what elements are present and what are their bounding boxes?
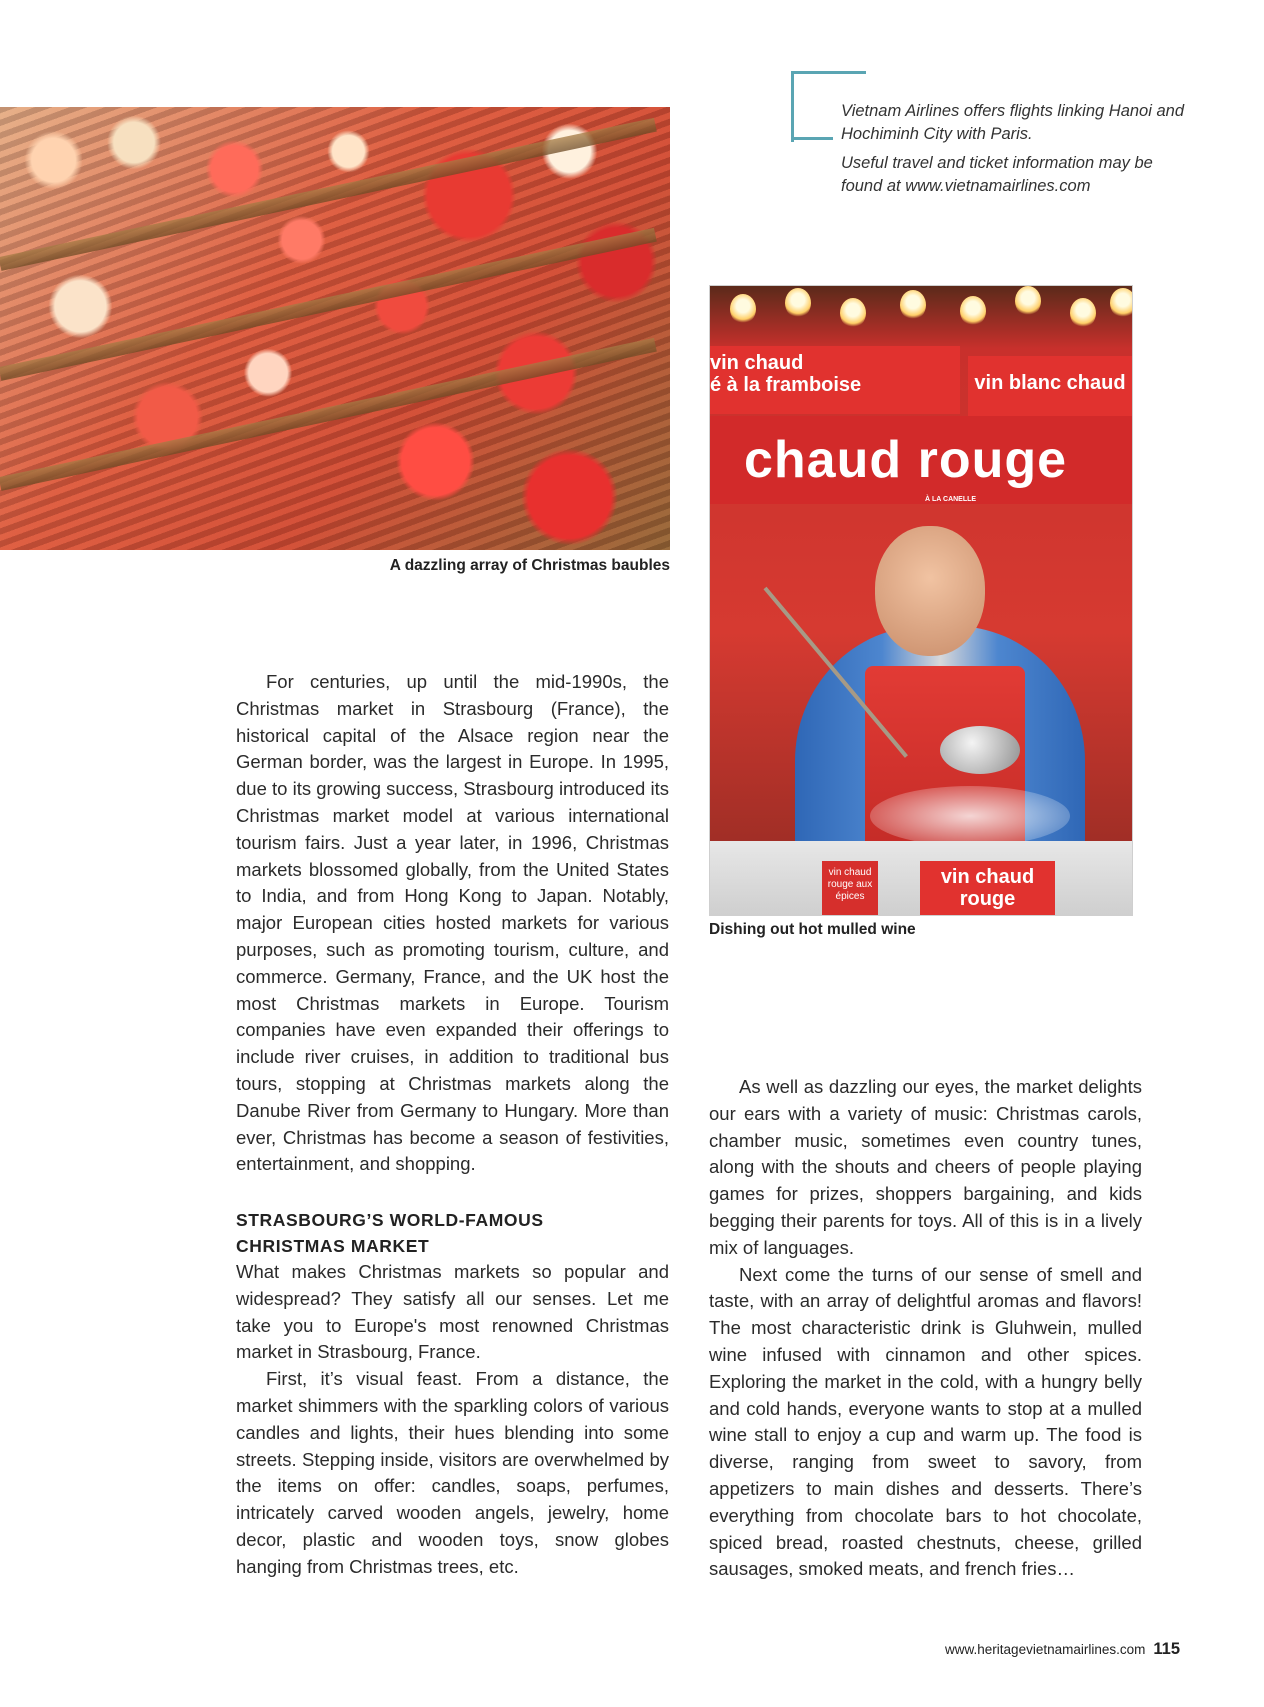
vendor-head	[875, 526, 985, 656]
article-column-left-bottom	[236, 1207, 669, 1581]
article-column-right	[709, 1074, 1142, 1583]
counter-sign-vin-chaud-rouge: vin chaud rouge	[920, 861, 1055, 916]
section-heading	[236, 1207, 669, 1259]
paragraph-history: For centuries, up until the mid-1990s, the Christmas market in Strasbourg (France), the historical capital of the Alsace region near the German border, was the largest in Europe. In 1995, due to its growing success, Strasbourg introduced its Christmas market model at various international tourism fairs. Just a year later, in 1996, Christmas markets blossomed globally, from the United States to India, and from Hong Kong to Japan. Notably, major European cities hosted markets for various purposes, such as promoting tourism, culture, and commerce. Germany, France, and the UK host the most Christmas markets in Europe. Tourism companies have even expanded their offerings to include river cruises, in addition to traditional bus tours, stopping at Christmas markets along the Danube River from Germany to Hungary. More than ever, Christmas has become a season of festivities, entertainment, and shopping.	[236, 671, 669, 1175]
caption-mulled-wine: Dishing out hot mulled wine	[709, 921, 916, 938]
paragraph-music: As well as dazzling our eyes, the market delights our ears with a variety of music: Christmas carols, chamber music, sometimes even country tunes, along with the shouts and cheers of people playing games for prizes, shoppers bargaining, and kids begging their parents for toys. All of this is in a lively mix of languages.	[709, 1076, 1142, 1258]
photo-mulled-wine-vendor	[709, 285, 1133, 916]
info-box-line-website: Useful travel and ticket information may be found at www.vietnamairlines.com	[841, 154, 1153, 195]
footer-website: www.heritagevietnamairlines.com	[945, 1642, 1146, 1657]
info-box	[841, 100, 1191, 204]
photo-christmas-baubles	[0, 107, 670, 550]
counter-sign-small: vin chaud rouge aux épices	[822, 861, 878, 916]
caption-baubles: A dazzling array of Christmas baubles	[389, 557, 670, 574]
paragraph-smell-taste: Next come the turns of our sense of smell and taste, with an array of delightful aromas and flavors! The most characteristic drink is Gluhwein, mulled wine infused with cinnamon and other spices. Exploring the market in the cold, with a hungry belly and cold hands, everyone wants to stop at a mulled wine stall to enjoy a cup and warm up. The food is diverse, ranging from sweet to savory, from appetizers to main dishes and desserts. There’s everything from chocolate bars to hot chocolate, spiced bread, roasted chestnuts, cheese, grilled sausages, smoked meats, and french fries…	[709, 1263, 1142, 1580]
sign-chaud-rouge: chaud rouge	[710, 416, 1132, 504]
section-heading-line: CHRISTMAS MARKET	[236, 1236, 430, 1256]
paragraph-senses-intro: What makes Christmas markets so popular and widespread? They satisfy all our senses. Let me take you to Europe's most renowned Christmas market in Strasbourg, France.	[236, 1261, 669, 1363]
info-box-bracket-foot	[791, 137, 833, 140]
article-column-left-top	[236, 669, 669, 1178]
sign-vin-blanc-chaud: vin blanc chaud	[968, 356, 1132, 442]
section-heading-line: STRASBOURG’S WORLD-FAMOUS	[236, 1210, 544, 1230]
ladle	[940, 726, 1020, 774]
info-box-line-flights: Vietnam Airlines offers flights linking Hanoi and Hochiminh City with Paris.	[841, 102, 1185, 143]
sign-vin-chaud-framboise	[710, 346, 960, 414]
steam	[870, 786, 1070, 846]
page-number: 115	[1153, 1640, 1180, 1658]
paragraph-visual-feast: First, it’s visual feast. From a distance, the market shimmers with the sparkling colors of various candles and lights, their hues blending into some streets. Stepping inside, visitors are overwhelmed by the items on offer: candles, soaps, perfumes, intricately carved wooden angels, jewelry, home decor, plastic and wooden toys, snow globes hanging from Christmas trees, etc.	[236, 1368, 669, 1577]
page-footer	[945, 1640, 1180, 1659]
sign-text: é à la framboise	[710, 374, 862, 396]
sign-a-la-canelle: À LA CANELLE	[925, 496, 977, 503]
sign-text: vin chaud	[710, 352, 804, 374]
